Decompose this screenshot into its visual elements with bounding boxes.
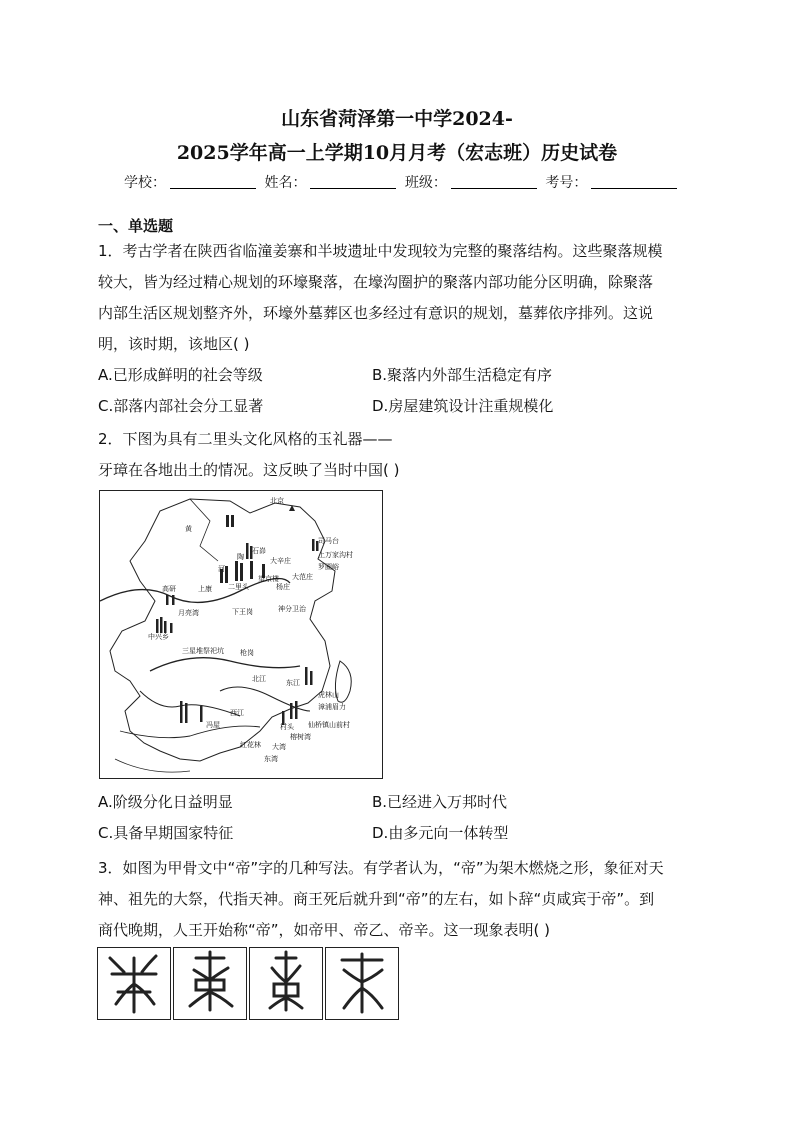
map-label-dongwan: 东湾 [264,755,278,763]
q3-line: 商代晚期，人王开始称“帝”，如帝甲、帝乙、帝辛。这一现象表明( ) [98,921,551,939]
q2-option-a[interactable]: A.阶级分化日益明显 [98,793,233,811]
q1-option-c[interactable]: C.部落内部社会分工显著 [98,397,264,415]
map-label-zhanggang: 枪岗 [240,649,254,657]
map-label-honghualin: 红花林 [240,741,261,749]
oracle-glyph-di-2 [173,947,247,1020]
map-label-shenfuwei: 神分卫治 [278,605,306,613]
q1-line: 内部生活区规划整齐外，环壕外墓葬区也多经过有意识的规划，墓葬依序排列。这说 [98,304,654,322]
map-label-shangkang: 上康 [198,585,212,593]
map-label-yueliangwan: 月亮湾 [178,609,199,617]
map-label-cuntou: 村头 [280,723,294,731]
exam-title-line2: 2025学年高一上学期10月月考（宏志班）历史试卷 [176,142,618,164]
q3-line: 神、祖先的大祭，代指天神。商王死后就升到“帝”的左右，如卜辞“贞咸宾于帝”。到 [98,890,655,908]
school-blank[interactable] [170,174,256,189]
q1-option-a[interactable]: A.已形成鲜明的社会等级 [98,366,263,384]
q2-line: 牙璋在各地出土的情况。这反映了当时中国( ) [98,461,400,479]
map-label-beijiang: 北江 [252,675,266,683]
map-label-zhushuwan: 榕树湾 [290,733,311,741]
map-label-xianqiao: 仙桥镇山前村 [308,721,350,729]
exam-no-label: 考号： [545,175,588,191]
oracle-bone-di-glyphs [97,947,401,1020]
exam-no-blank[interactable] [591,174,677,189]
q1-option-d[interactable]: D.房屋建筑设计注重规模化 [372,397,554,415]
map-label-zhongxing: 中兴乡 [148,633,169,641]
map-label-shimao: 石峁 [252,547,266,555]
map-drawing [100,491,382,778]
map-label-he: 河 [218,565,225,573]
q2-option-c[interactable]: C.具备早期国家特征 [98,824,234,842]
section-title: 一、单选题 [98,217,174,235]
yazhang-distribution-map [99,490,383,779]
map-label-fengxi: 冯屋 [206,721,220,729]
oracle-glyph-di-3 [249,947,323,1020]
map-label-zhupu: 漳浦眉力 [318,703,346,711]
map-label-wangjinglou: 望京楼 [258,575,279,583]
oracle-glyph-di-1 [97,947,171,1020]
question-3-stem [98,853,698,946]
map-label-sanxingdui: 三星堆祭祀坑 [182,647,224,655]
map-label-xijiang: 西江 [230,709,244,717]
map-label-erlitou: 二里头 [228,583,249,591]
exam-title-line1: 山东省菏泽第一中学2024- [281,108,513,130]
map-label-dagao: 大辛庄 [270,557,291,565]
name-label: 姓名： [264,175,307,191]
q2-option-d[interactable]: D.由多元向一体转型 [372,824,509,842]
q3-line: 3．如图为甲骨文中“帝”字的几种写法。有学者认为，“帝”为架木燃烧之形，象征对天 [98,859,664,877]
school-label: 学校： [124,175,166,191]
map-label-yangzhuang: 杨庄 [276,583,290,591]
name-blank[interactable] [310,174,396,189]
map-label-dafanzhuang: 大范庄 [292,573,313,581]
question-2-stem [98,424,698,486]
map-label-hulinshan: 虎林山 [318,691,339,699]
map-label-dongjiang: 东江 [286,679,300,687]
map-label-gaoji: 高研 [162,585,176,593]
map-label-sima: 司马台 [318,537,339,545]
class-label: 班级： [404,175,447,191]
map-label-luoquan: 罗圈峪 [318,563,339,571]
question-1-stem [98,236,698,360]
map-label-xiawanggang: 下王岗 [232,608,253,616]
map-label-huang: 黄 [185,525,192,533]
class-blank[interactable] [451,174,537,189]
q1-line: 1．考古学者在陕西省临潼姜寨和半坡遗址中发现较为完整的聚落结构。这些聚落规模 [98,242,663,260]
q2-option-b[interactable]: B.已经进入万邦时代 [372,793,508,811]
oracle-glyph-di-4 [325,947,399,1020]
q1-line: 明，该时期，该地区( ) [98,335,250,353]
map-label-tao: 陶 [237,553,244,561]
student-info-row [124,172,681,192]
q1-option-b[interactable]: B.聚落内外部生活稳定有序 [372,366,553,384]
q2-line: 2．下图为具有二里头文化风格的玉礼器—— [98,430,393,448]
map-label-beijing: 北京 [270,497,284,505]
map-label-shangwan: 上万家沟村 [318,551,353,559]
q1-line: 较大，皆为经过精心规划的环壕聚落，在壕沟圈护的聚落内部功能分区明确，除聚落 [98,273,654,291]
map-label-dawan: 大湾 [272,743,286,751]
